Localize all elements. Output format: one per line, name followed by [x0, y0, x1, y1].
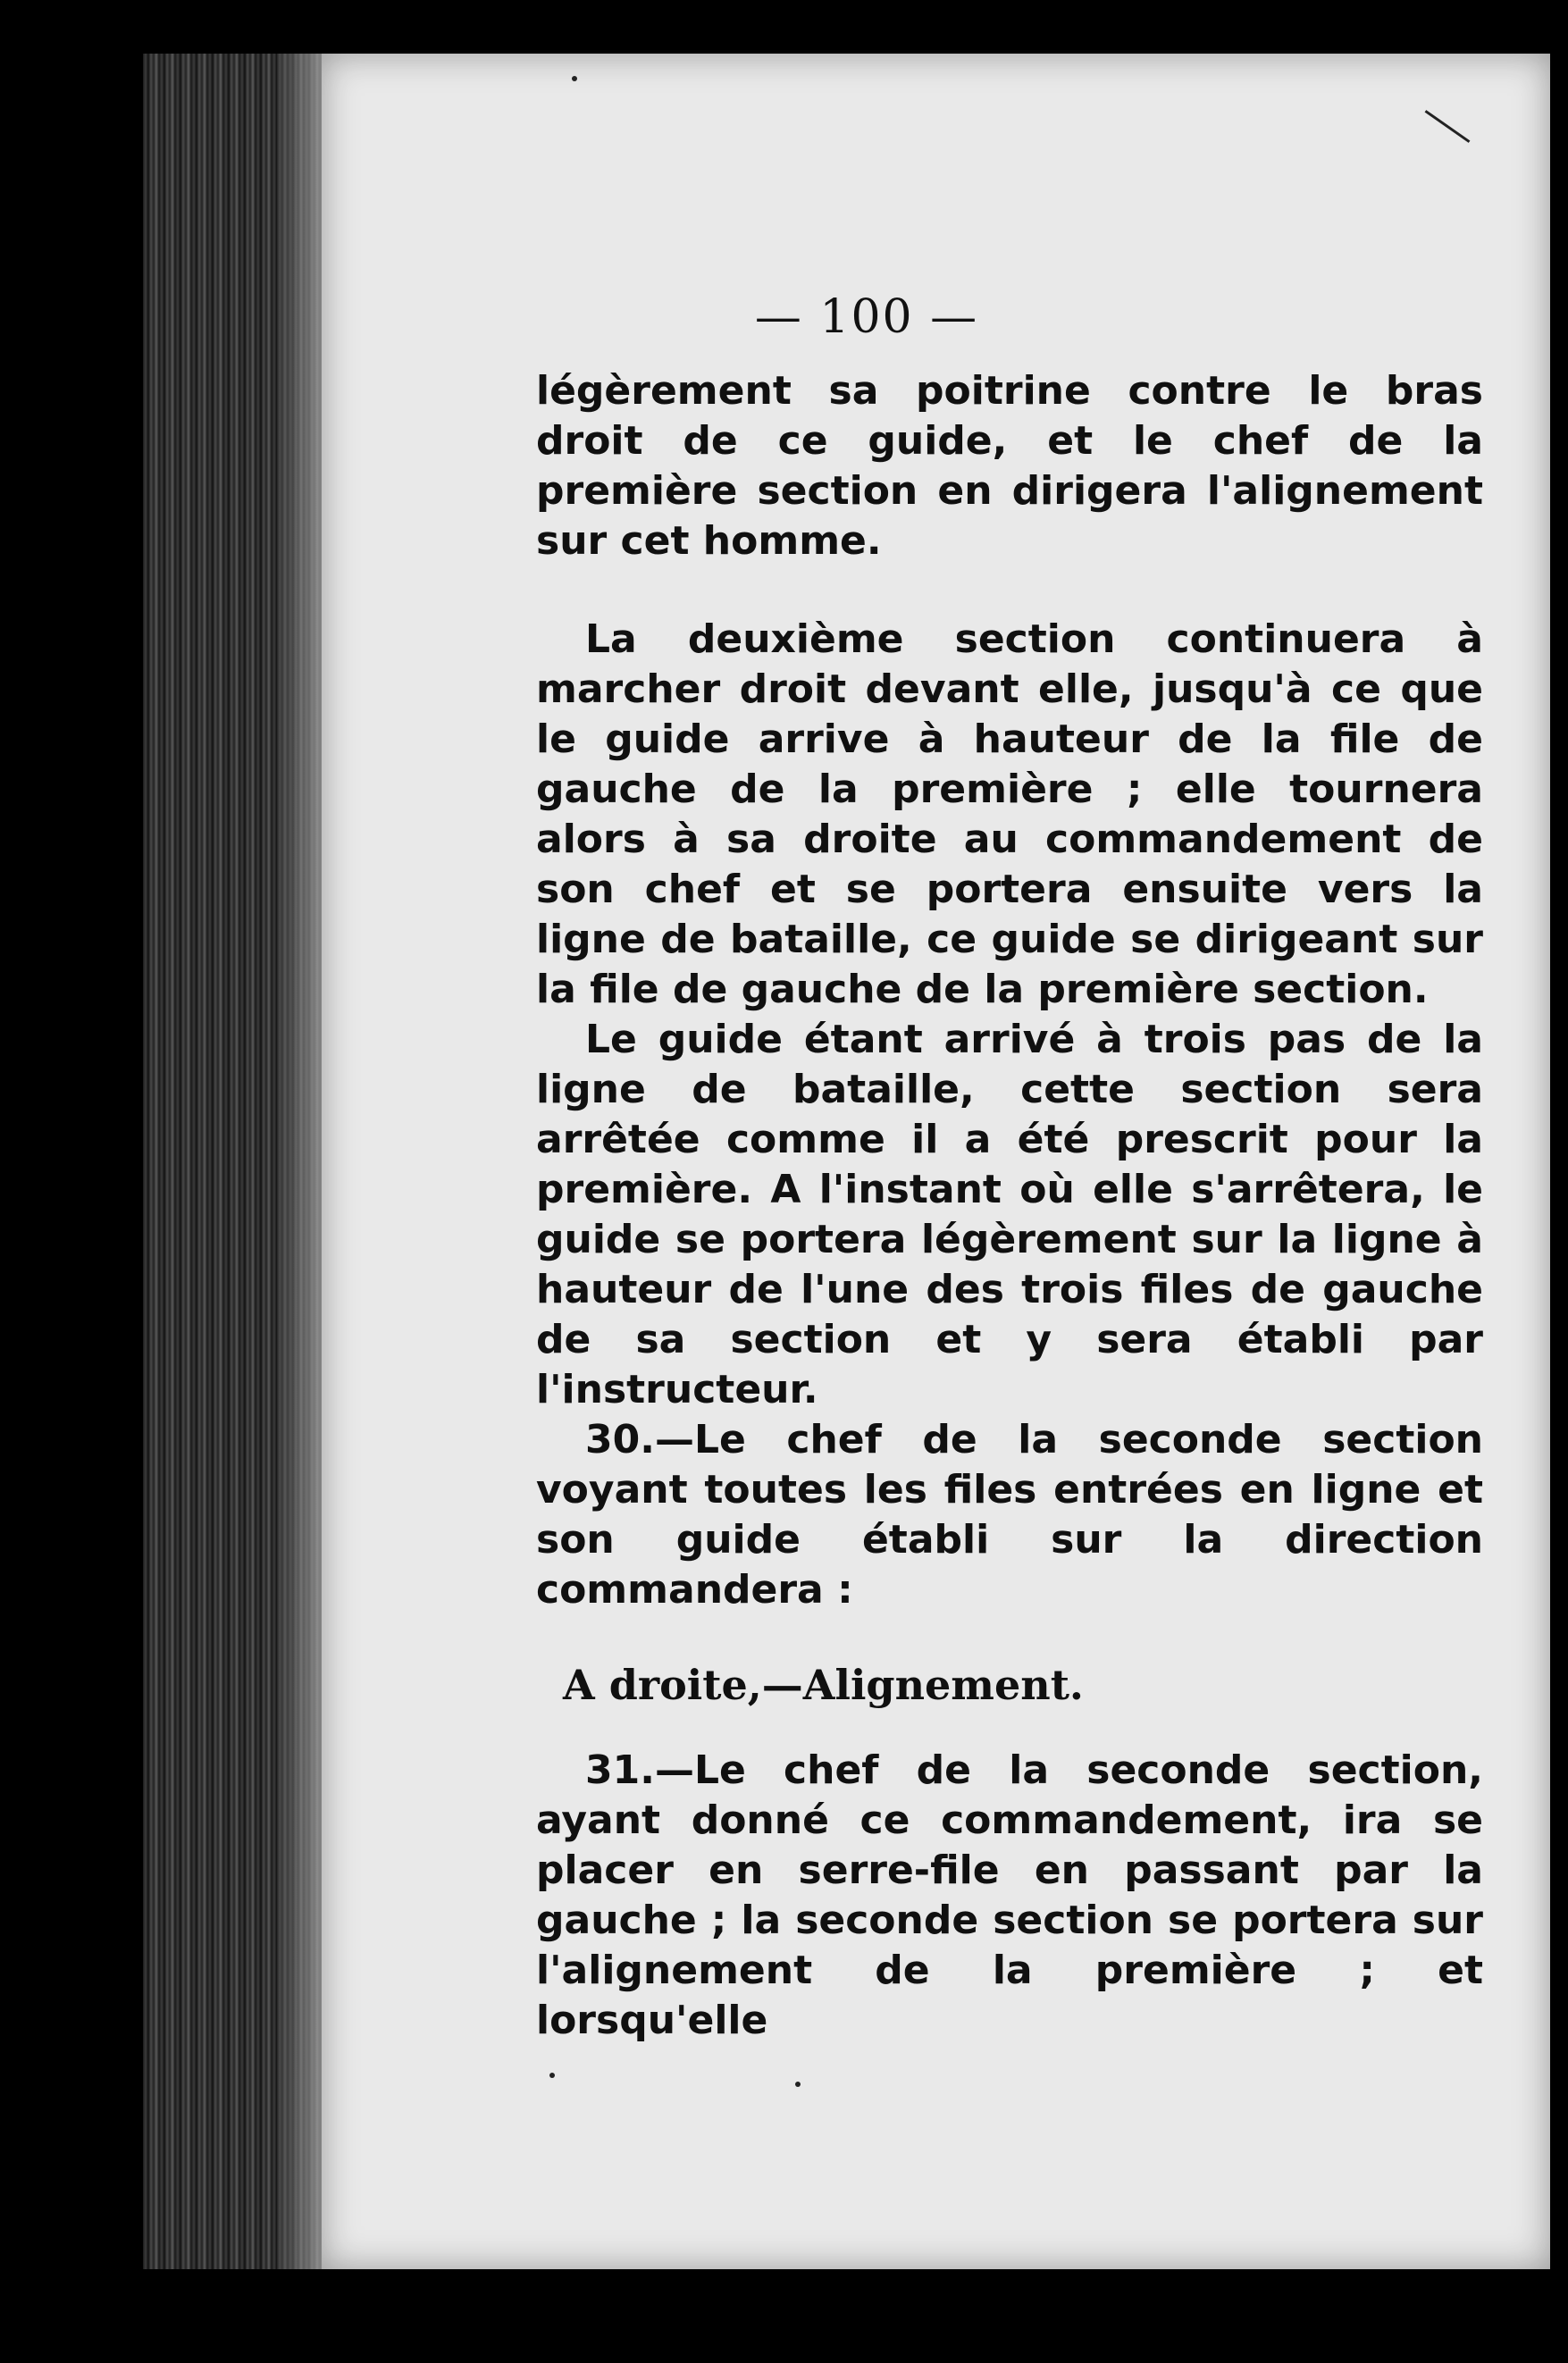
command-heading: A droite,—Alignement.	[563, 1661, 1084, 1709]
paragraph-5: 31.—Le chef de la seconde section, ayant donné ce commandement, ira se placer en serre-file en passant par la gauche ; la seconde section se portera sur l'alignement de la première ; et lorsqu'elle	[536, 1747, 1483, 2043]
book-page-edge	[143, 54, 348, 2269]
scan-speck	[795, 2082, 801, 2087]
paragraph-1: légèrement sa poitrine contre le bras droit de ce guide, et le chef de la première section en dirigera l'alignement sur cet homme.	[536, 368, 1483, 564]
page-text	[536, 366, 1483, 2046]
paragraph-2: La deuxième section continuera à marcher droit devant elle, jusqu'à ce que le guide arrive à hauteur de la file de gauche de la première ; elle tournera alors à sa droite au commandement de son chef et se portera ensuite vers la ligne de bataille, ce guide se dirigeant sur la file de gauche de la première section.	[536, 616, 1483, 1012]
scan-speck	[572, 76, 577, 81]
paragraph-4: 30.—Le chef de la seconde section voyant toutes les files entrées en ligne et son guide établi sur la direction commandera :	[536, 1417, 1483, 1613]
scan-speck	[549, 2073, 555, 2078]
page-number: — 100 —	[754, 290, 979, 344]
paragraph-3: Le guide étant arrivé à trois pas de la ligne de bataille, cette section sera arrêtée comme il a été prescrit pour la première. A l'instant où elle s'arrêtera, le guide se portera légèrement sur la ligne à hauteur de l'une des trois files de gauche de sa section et y sera établi par l'instructeur.	[536, 1017, 1483, 1412]
